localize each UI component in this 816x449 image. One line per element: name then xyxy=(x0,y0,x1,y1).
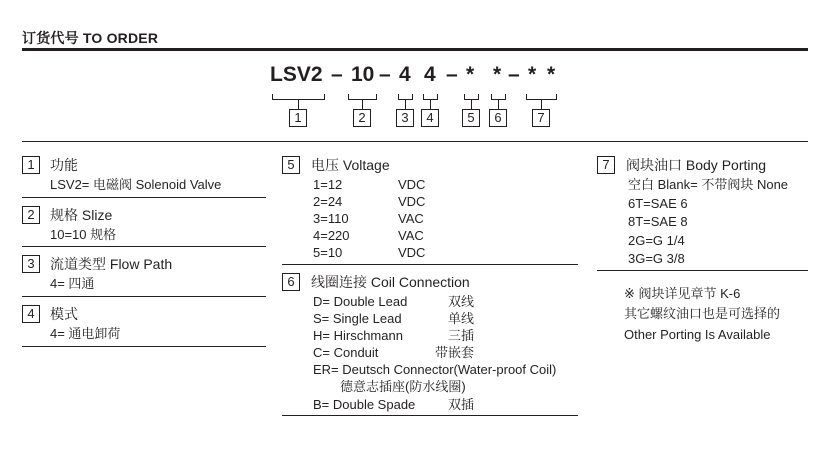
header-rule xyxy=(22,48,808,51)
option-text: 4= 通电卸荷 xyxy=(50,326,121,341)
page-title: 订货代号 TO ORDER xyxy=(22,30,159,46)
code-part-voltage: * xyxy=(466,63,475,86)
coil-option-cn: 双线 xyxy=(448,294,475,309)
section-divider xyxy=(22,141,808,142)
code-box-1: 1 xyxy=(289,109,307,127)
section-title: 电压 Voltage xyxy=(311,157,390,173)
section-title: 阀块油口 Body Porting xyxy=(626,157,767,173)
porting-option: 6T=SAE 6 xyxy=(628,196,688,211)
coil-option-cn: 双插 xyxy=(448,397,475,412)
section-rule xyxy=(22,246,266,247)
voltage-code: 2=24 xyxy=(313,194,343,209)
porting-note: ※ 阀块详见章节 K-6 xyxy=(624,286,741,301)
section-rule xyxy=(22,197,266,198)
section-number: 2 xyxy=(22,206,40,224)
code-dash: – xyxy=(331,63,343,86)
coil-option: S= Single Lead xyxy=(313,311,402,326)
porting-option: 3G=G 3/8 xyxy=(628,251,685,266)
section-rule xyxy=(22,296,266,297)
porting-note: 其它螺纹油口也是可选择的 xyxy=(624,306,781,321)
code-part-size: 10 xyxy=(351,63,375,86)
section-number: 5 xyxy=(282,156,300,174)
code-box-3: 3 xyxy=(396,109,414,127)
voltage-unit: VDC xyxy=(398,194,426,209)
code-part-porting-a: * xyxy=(528,63,537,86)
code-box-2: 2 xyxy=(353,109,371,127)
option-text: 10=10 规格 xyxy=(50,227,117,242)
section-title: 模式 xyxy=(50,306,78,322)
voltage-code: 3=110 xyxy=(313,211,349,226)
code-part-porting-b: * xyxy=(547,63,556,86)
porting-note: Other Porting Is Available xyxy=(624,327,771,342)
section-rule xyxy=(597,270,808,271)
option-text: 4= 四通 xyxy=(50,276,95,291)
coil-option: ER= Deutsch Connector(Water-proof Coil) xyxy=(313,362,557,377)
voltage-unit: VDC xyxy=(398,245,426,260)
section-rule xyxy=(22,346,266,347)
coil-option-cn: 带嵌套 xyxy=(435,345,475,360)
section-title: 流道类型 Flow Path xyxy=(50,256,173,272)
code-dash: – xyxy=(446,63,458,86)
porting-option: 8T=SAE 8 xyxy=(628,214,688,229)
voltage-code: 1=12 xyxy=(313,177,343,192)
porting-option: 2G=G 1/4 xyxy=(628,233,685,248)
coil-option-cn: 三插 xyxy=(448,328,475,343)
section-number: 3 xyxy=(22,255,40,273)
section-title: 功能 xyxy=(50,157,78,173)
coil-option: D= Double Lead xyxy=(313,294,408,309)
voltage-code: 4=220 xyxy=(313,228,350,243)
voltage-unit: VDC xyxy=(398,177,426,192)
section-title: 规格 Slize xyxy=(50,207,113,223)
coil-option: B= Double Spade xyxy=(313,397,416,412)
code-box-4: 4 xyxy=(421,109,439,127)
option-text: LSV2= 电磁阀 Solenoid Valve xyxy=(50,177,222,192)
code-box-7: 7 xyxy=(532,109,550,127)
voltage-unit: VAC xyxy=(398,211,424,226)
section-number: 6 xyxy=(282,273,300,291)
section-title: 线圈连接 Coil Connection xyxy=(311,274,470,290)
code-box-6: 6 xyxy=(489,109,507,127)
coil-option: H= Hirschmann xyxy=(313,328,403,343)
code-part-flow: 4 xyxy=(399,63,411,86)
section-rule xyxy=(282,415,578,416)
code-dash: – xyxy=(379,63,391,86)
coil-option: C= Conduit xyxy=(313,345,379,360)
section-number: 7 xyxy=(597,156,615,174)
code-part-coil: * xyxy=(493,63,502,86)
coil-option-cn: 德意志插座(防水线圈) xyxy=(340,379,466,394)
voltage-unit: VAC xyxy=(398,228,424,243)
code-part-mode: 4 xyxy=(424,63,436,86)
section-rule xyxy=(282,264,578,265)
code-part-series: LSV2 xyxy=(270,63,323,86)
porting-option: 空白 Blank= 不带阀块 None xyxy=(628,177,789,192)
section-number: 4 xyxy=(22,305,40,323)
section-number: 1 xyxy=(22,156,40,174)
code-box-5: 5 xyxy=(462,109,480,127)
code-dash: – xyxy=(508,63,520,86)
voltage-code: 5=10 xyxy=(313,245,343,260)
coil-option-cn: 单线 xyxy=(448,311,475,326)
